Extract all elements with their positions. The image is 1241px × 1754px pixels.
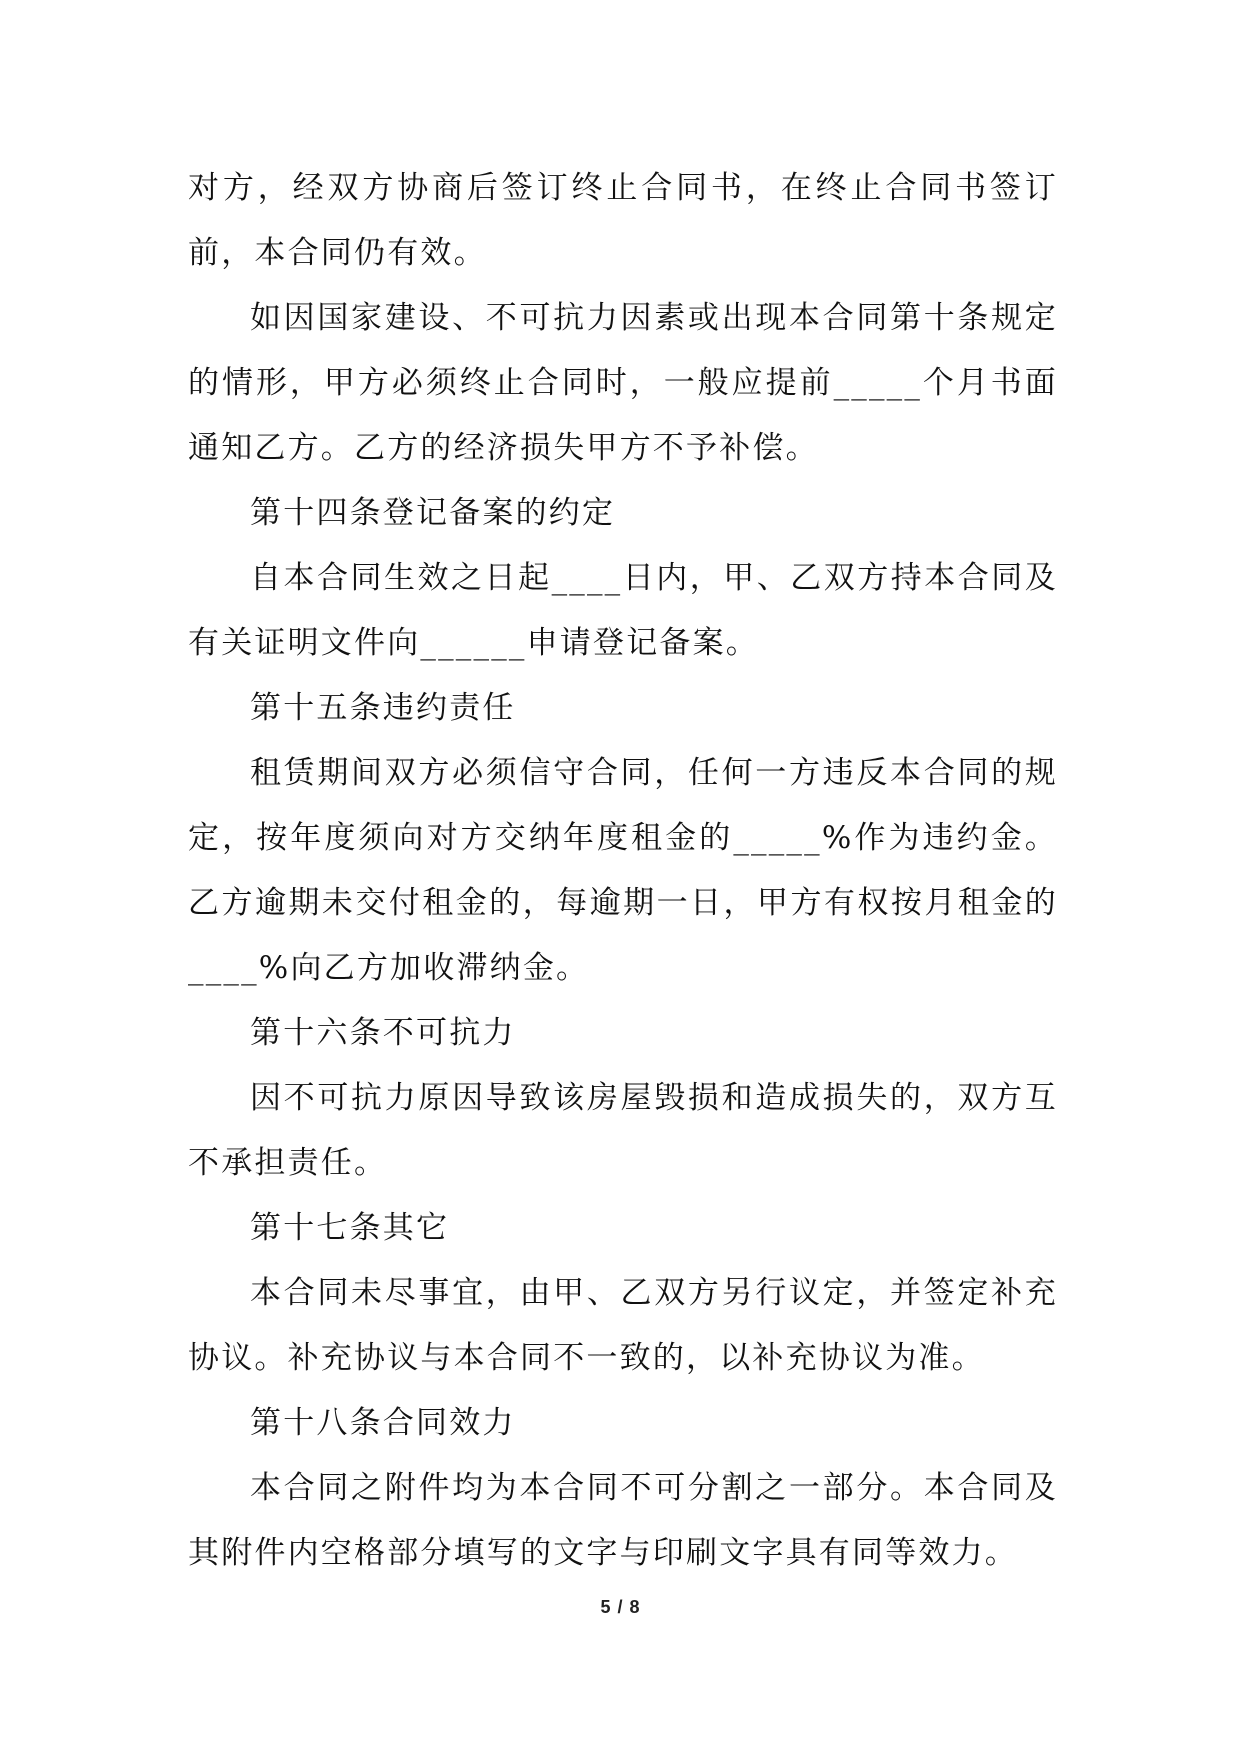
- document-body: [188, 156, 1058, 1586]
- page-number: 5 / 8: [600, 1597, 641, 1617]
- article-17-heading: 第十七条其它: [250, 1210, 450, 1246]
- paragraph-termination-continued: 对方，经双方协商后签订终止合同书，在终止合同书签订前，本合同仍有效。: [188, 170, 1058, 271]
- paragraph-termination-notice: 如因国家建设、不可抗力因素或出现本合同第十条规定的情形，甲方必须终止合同时，一般应提前_____个月书面通知乙方。乙方的经济损失甲方不予补偿。: [188, 300, 1058, 466]
- article-15-heading: 第十五条违约责任: [250, 690, 516, 726]
- article-16-heading: 第十六条不可抗力: [250, 1015, 516, 1051]
- article-18-heading: 第十八条合同效力: [250, 1405, 516, 1441]
- article-14-heading: 第十四条登记备案的约定: [250, 495, 616, 531]
- paragraph-liability: 租赁期间双方必须信守合同，任何一方违反本合同的规定，按年度须向对方交纳年度租金的_____%作为违约金。乙方逾期未交付租金的，每逾期一日，甲方有权按月租金的____%向乙方加收滞纳金。: [188, 755, 1058, 986]
- paragraph-registration: 自本合同生效之日起____日内，甲、乙双方持本合同及有关证明文件向______申请登记备案。: [188, 560, 1058, 661]
- paragraph-force-majeure: 因不可抗力原因导致该房屋毁损和造成损失的，双方互不承担责任。: [188, 1080, 1058, 1181]
- paragraph-other-matters: 本合同未尽事宜，由甲、乙双方另行议定，并签定补充协议。补充协议与本合同不一致的，以补充协议为准。: [188, 1275, 1058, 1376]
- paragraph-contract-effect: 本合同之附件均为本合同不可分割之一部分。本合同及其附件内空格部分填写的文字与印刷文字具有同等效力。: [188, 1470, 1058, 1571]
